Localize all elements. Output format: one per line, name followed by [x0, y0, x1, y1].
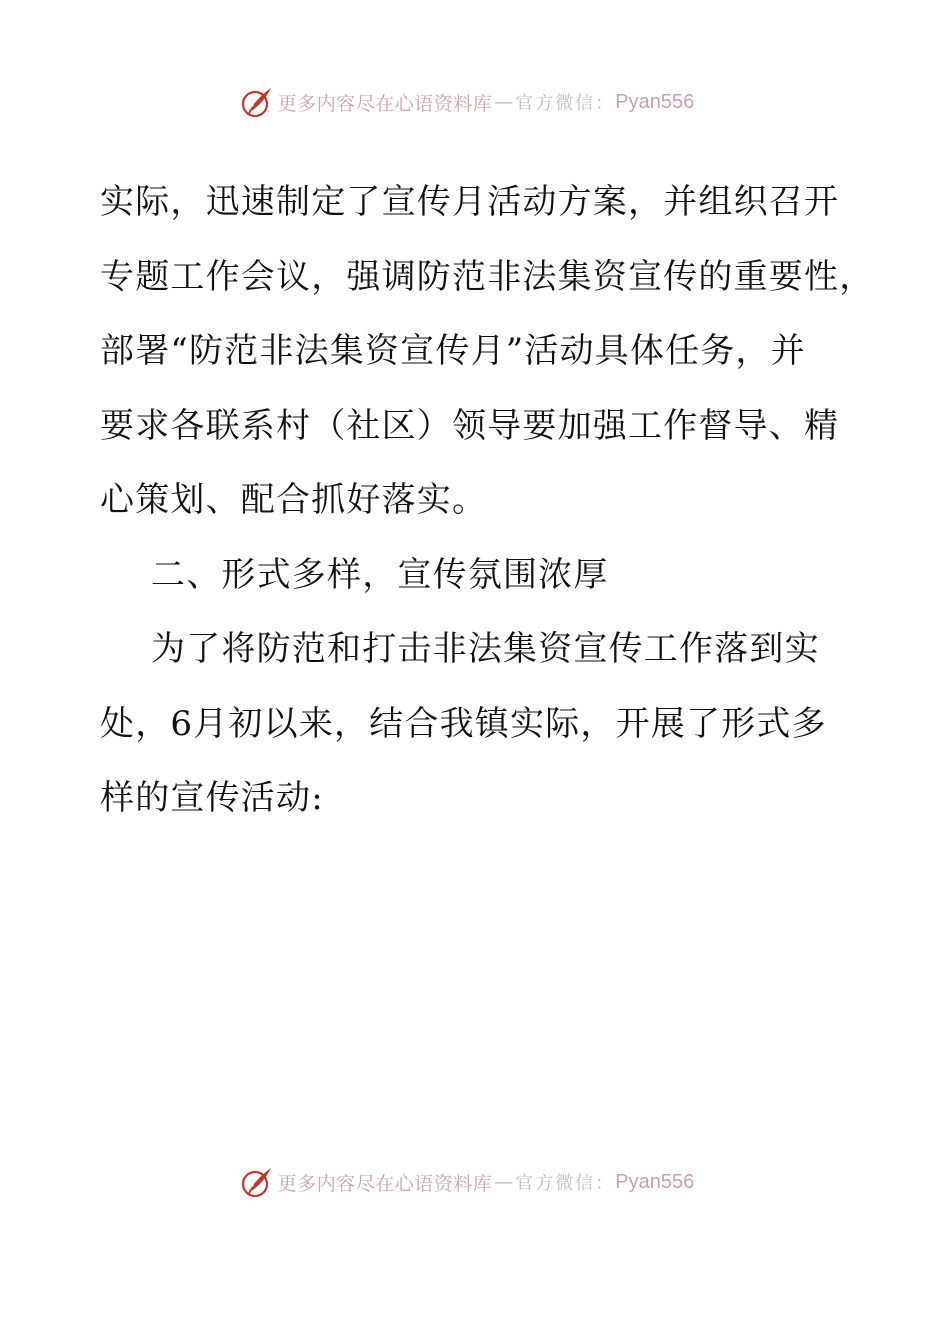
banner-wechat-id: Pyan556: [615, 1170, 695, 1193]
banner-title: 更多内容尽在心语资料库: [277, 1172, 493, 1195]
footer-watermark-banner: [0, 1162, 950, 1202]
body-line-5: 心策划、配合抓好落实。: [100, 480, 488, 520]
banner-content: [240, 85, 694, 119]
banner-dash: —: [494, 1171, 514, 1193]
body-line-9: 样的宣传活动:: [100, 778, 324, 818]
quill-pen-logo-icon: [240, 1165, 274, 1199]
banner-dash: —: [494, 91, 514, 113]
body-line-8: 处，6月初以来，结合我镇实际，开展了形式多: [100, 703, 827, 744]
body-line-1: 实际，迅速制定了宣传月活动方案，并组织召开: [100, 182, 840, 222]
body-line-3: 部署“防范非法集资宣传月”活动具体任务，并: [100, 331, 806, 371]
body-line-7: 为了将防范和打击非法集资宣传工作落到实: [151, 629, 820, 669]
banner-content: [240, 1165, 694, 1199]
body-line-4: 要求各联系村（社区）领导要加强工作督导、精: [100, 405, 840, 446]
banner-wechat-id: Pyan556: [615, 90, 695, 113]
banner-wechat-label: 官方微信：: [515, 93, 616, 114]
banner-title: 更多内容尽在心语资料库: [277, 92, 493, 115]
section-heading: 二、形式多样，宣传氛围浓厚: [151, 554, 609, 595]
quill-pen-logo-icon: [240, 85, 274, 119]
body-line-2: 专题工作会议，强调防范非法集资宣传的重要性，: [100, 256, 875, 297]
banner-wechat-label: 官方微信：: [515, 1173, 616, 1194]
header-watermark-banner: [0, 82, 950, 122]
document-body: [100, 165, 880, 836]
